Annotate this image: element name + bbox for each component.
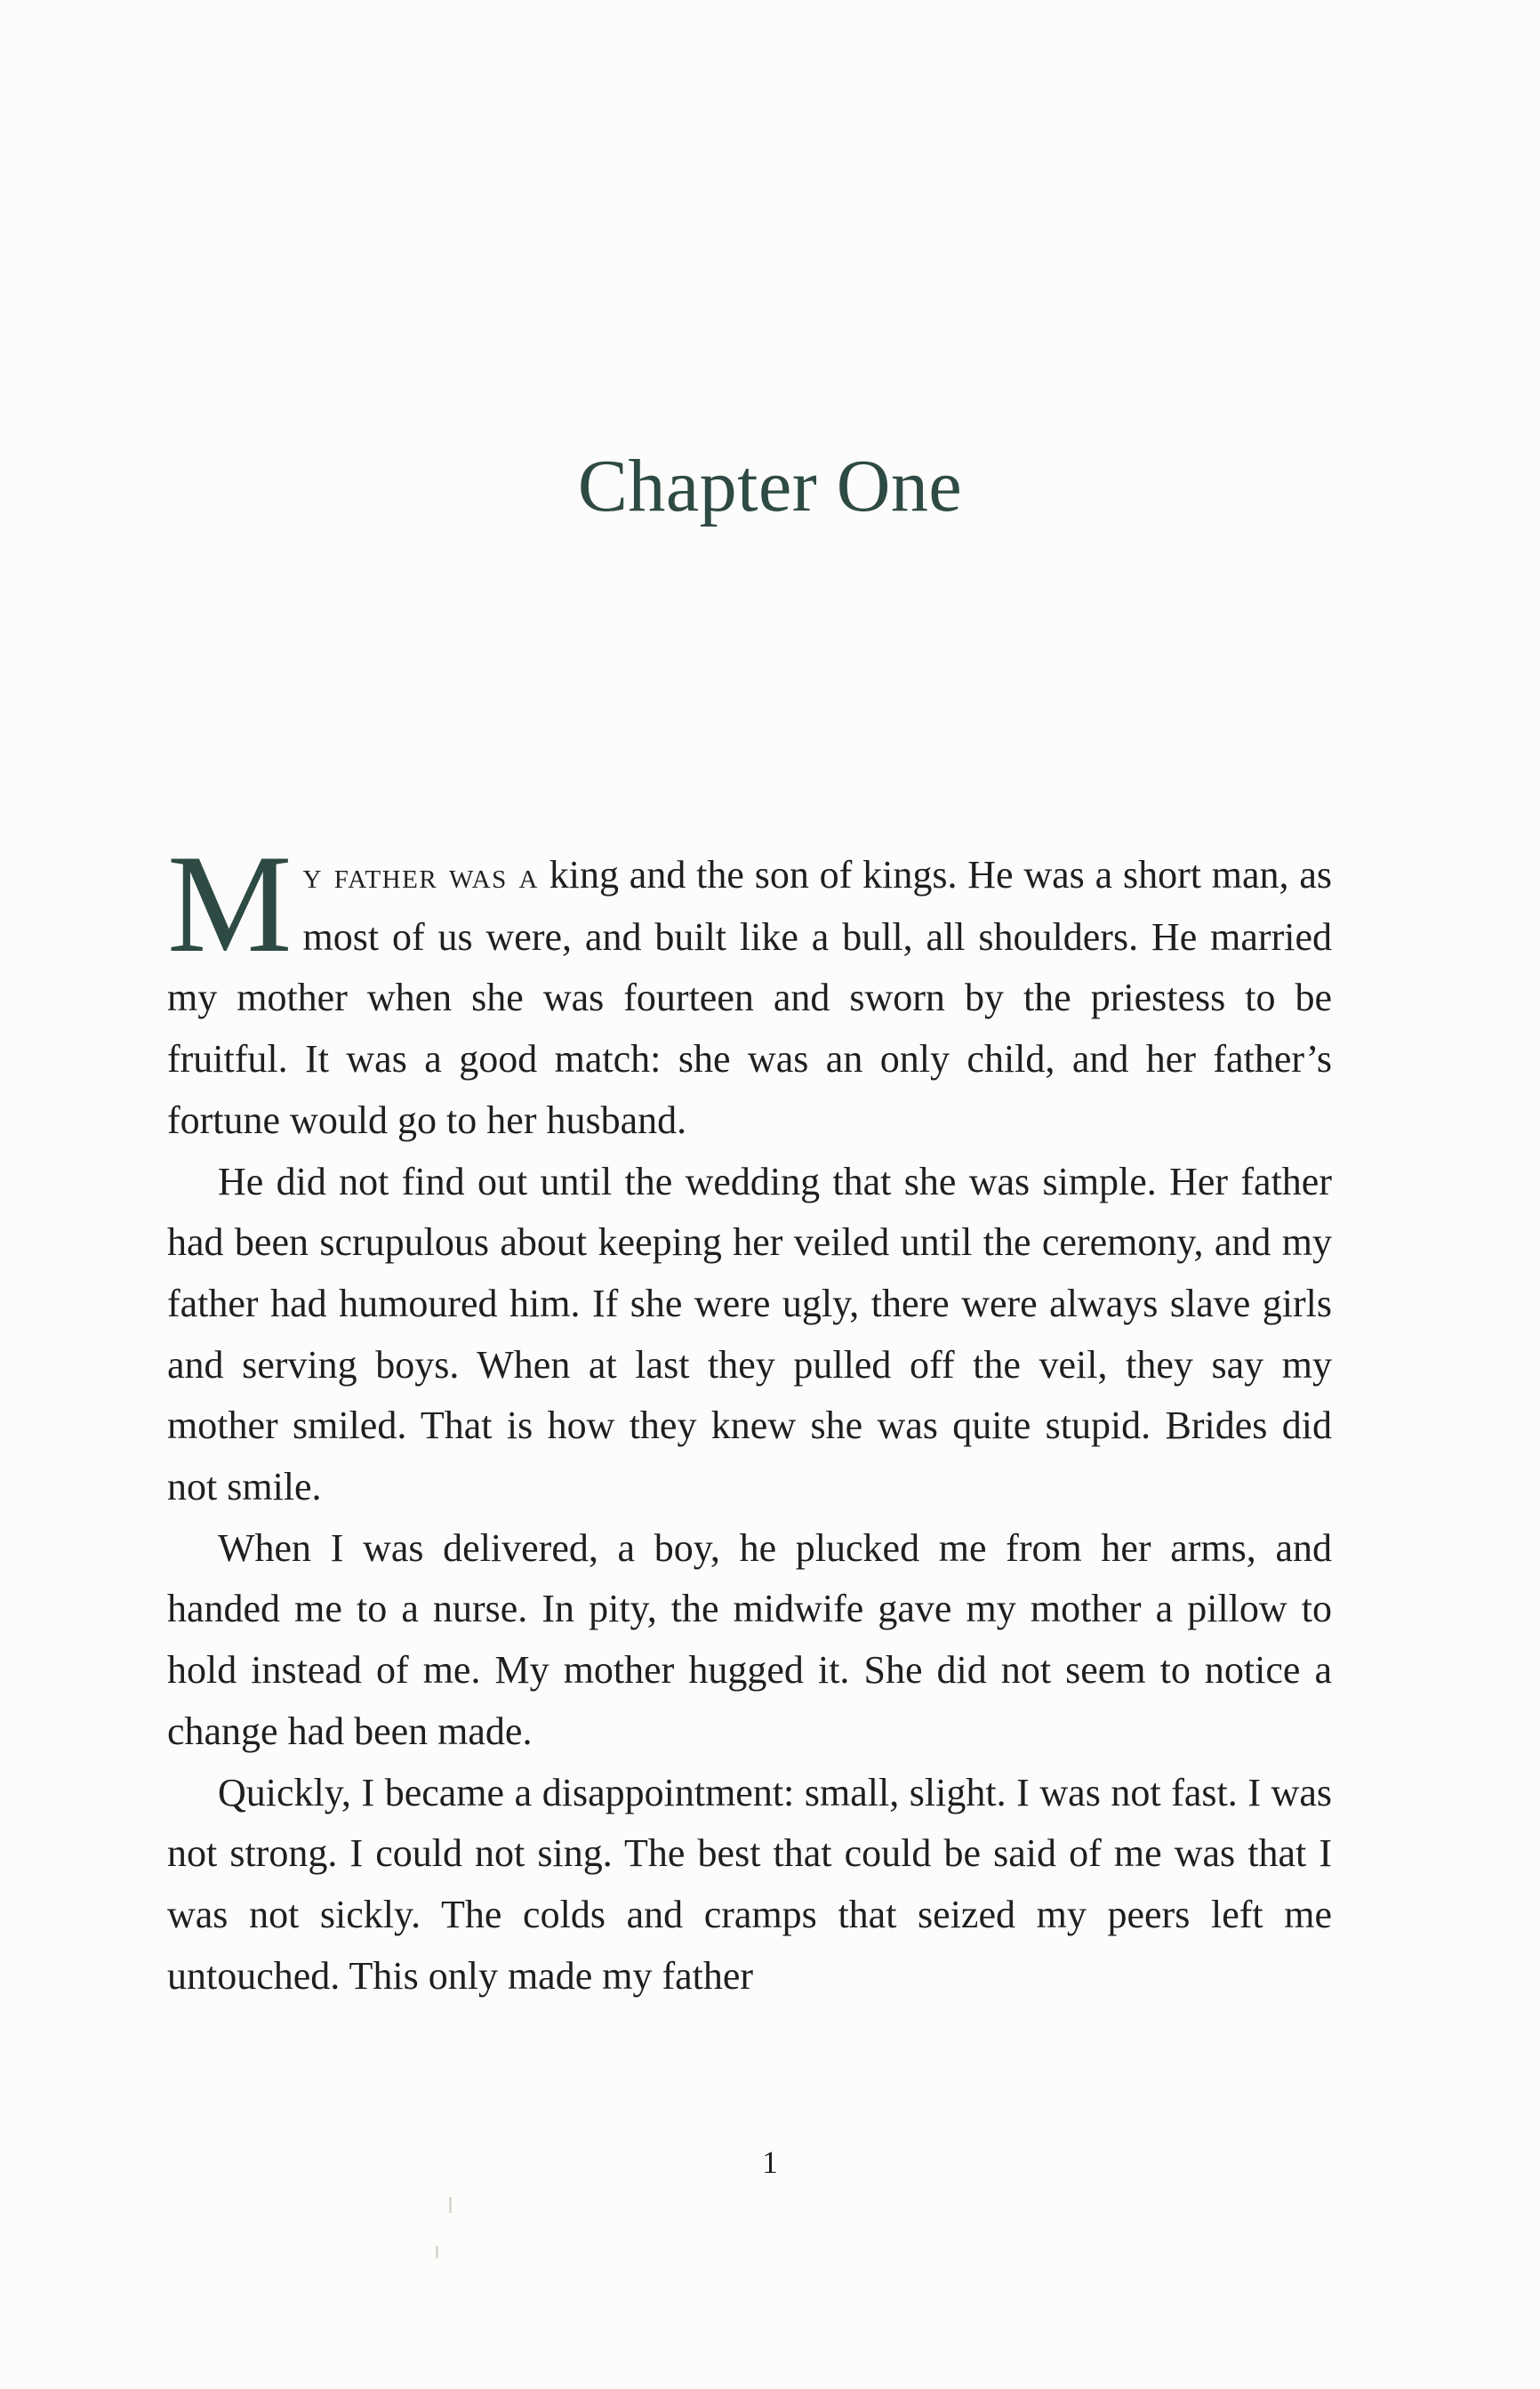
paragraph-3: When I was delivered, a boy, he plucked me from her arms, and handed me to a nurse. In pity, the midwife gave my mother a pillow to hold instead of me. My mother hugged it. She did not seem to notice a change had been made. (167, 1525, 1332, 1753)
opening-small-caps: y father was a (302, 856, 539, 897)
scan-speck (449, 2197, 452, 2213)
page-number: 1 (762, 2144, 778, 2180)
scan-speck (436, 2246, 438, 2258)
opening-paragraph (167, 826, 1332, 1152)
chapter-title: Chapter One (577, 445, 963, 527)
paragraph-4: Quickly, I became a disappointment: small, slight. I was not fast. I was not strong. I could not sing. The best that could be said of me was that I was not sickly. The colds and cramps that seized my peers left me untouched. This only made my father (167, 1770, 1332, 1998)
paragraph-2: He did not find out until the wedding that she was simple. Her father had been scrupulous about keeping her veiled until the ceremony, and my father had humoured him. If she were ugly, there were always slave girls and serving boys. When at last they pulled off the veil, they say my mother smiled. That is how they knew she was quite stupid. Brides did not smile. (167, 1159, 1332, 1509)
opening-text: king and the son of kings. He was a short man, as most of us were, and built like a bull, all shoulders. He married my mother when she was fourteen and sworn by the priestess to be fruitful. It was a good match: she was an only child, and her father’s fortune would go to her husband. (167, 853, 1332, 1142)
chapter-body (167, 826, 1332, 2007)
drop-cap: M (167, 826, 293, 982)
